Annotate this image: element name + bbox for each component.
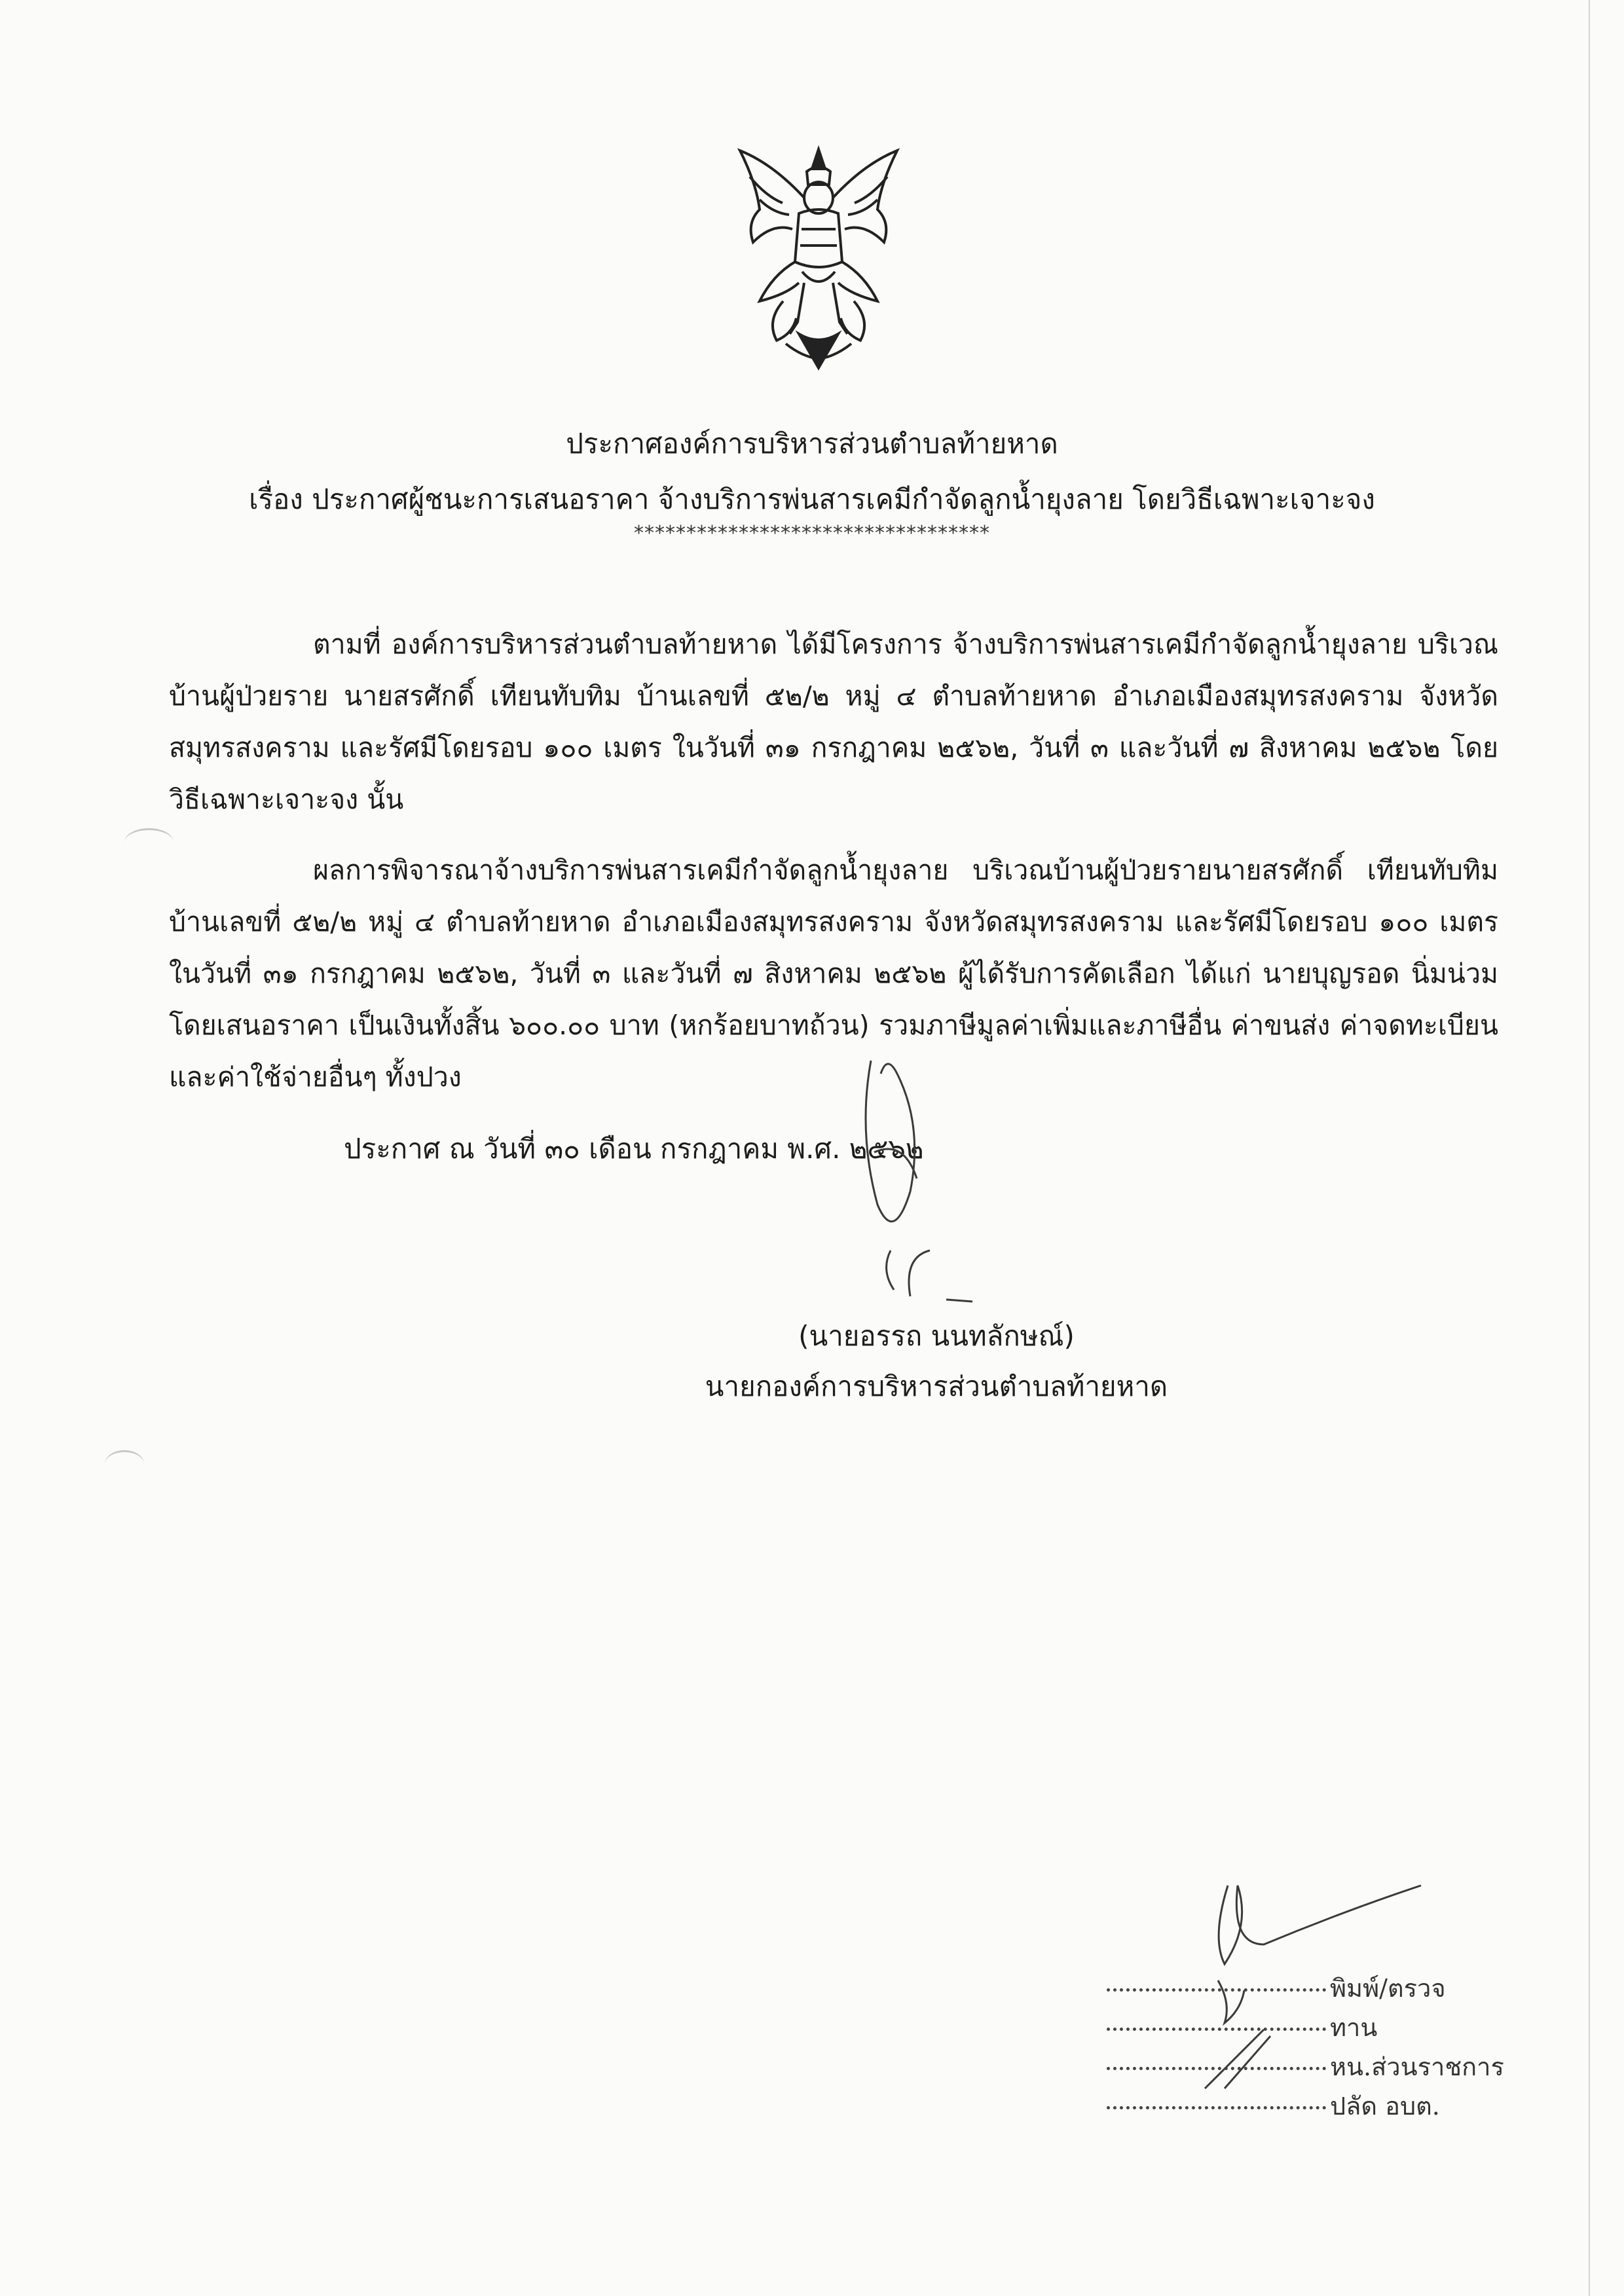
signature-dotted-line xyxy=(1107,2067,1326,2070)
routing-division-head xyxy=(1107,2047,1504,2086)
routing-chief-administrator xyxy=(1107,2086,1440,2126)
garuda-emblem-icon xyxy=(720,137,917,373)
routing-label: ทาน xyxy=(1330,2013,1378,2042)
body-paragraph-1 xyxy=(169,619,1498,826)
routing-reviewed xyxy=(1107,2007,1377,2047)
body-paragraph-2-text: ผลการพิจารณาจ้างบริการพ่นสารเคมีกำจัดลูกน้ำยุงลาย บริเวณบ้านผู้ป่วยรายนายสรศักดิ์ เทียนทับทิม บ้านเลขที่ ๕๒/๒ หมู่ ๔ ตำบลท้ายหาด อำเภอเมืองสมุทรสงคราม จังหวัดสมุทรสงคราม และรัศมีโดยรอบ ๑๐๐ เมตร ในวันที่ ๓๑ กรกฎาคม ๒๕๖๒, วันที่ ๓ และวันที่ ๗ สิงหาคม ๒๕๖๒ ผู้ได้รับการคัดเลือก ได้แก่ นายบุญรอด นิ่มน่วม โดยเสนอราคา เป็นเงินทั้งสิ้น ๖๐๐.๐๐ บาท (หกร้อยบาทถ้วน) รวมภาษีมูลค่าเพิ่มและภาษีอื่น ค่าขนส่ง ค่าจดทะเบียน และค่าใช้จ่ายอื่นๆ ทั้งปวง xyxy=(169,854,1498,1093)
signature-dotted-line xyxy=(1107,2028,1326,2031)
signatory-name: (นายอรรถ นนทลักษณ์) xyxy=(798,1320,1075,1352)
header-separator: ********************************** xyxy=(634,522,990,545)
routing-typed-checked xyxy=(1107,1968,1446,2008)
page-edge xyxy=(1589,0,1590,2296)
announcement-date: ประกาศ ณ วันที่ ๓๐ เดือน กรกฎาคม พ.ศ. ๒๕๖๒ xyxy=(344,1133,924,1165)
body-paragraph-1-text: ตามที่ องค์การบริหารส่วนตำบลท้ายหาด ได้มีโครงการ จ้างบริการพ่นสารเคมีกำจัดลูกน้ำยุงลาย บริเวณบ้านผู้ป่วยราย นายสรศักดิ์ เทียนทับทิม บ้านเลขที่ ๕๒/๒ หมู่ ๔ ตำบลท้ายหาด อำเภอเมืองสมุทรสงคราม จังหวัดสมุทรสงคราม และรัศมีโดยรอบ ๑๐๐ เมตร ในวันที่ ๓๑ กรกฎาคม ๒๕๖๒, วันที่ ๓ และวันที่ ๗ สิงหาคม ๒๕๖๒ โดยวิธีเฉพาะเจาะจง นั้น xyxy=(169,629,1498,815)
scan-mark xyxy=(124,828,174,856)
signature-dotted-line xyxy=(1107,2106,1326,2109)
routing-label: พิมพ์/ตรวจ xyxy=(1330,1974,1446,2003)
signature-dotted-line xyxy=(1107,1988,1326,1992)
signatory-position: นายกองค์การบริหารส่วนตำบลท้ายหาด xyxy=(705,1370,1168,1402)
scan-mark xyxy=(105,1450,144,1478)
announcement-title: ประกาศองค์การบริหารส่วนตำบลท้ายหาด xyxy=(566,428,1058,460)
routing-label: ปลัด อบต. xyxy=(1330,2092,1440,2121)
handwritten-signature xyxy=(832,1034,1002,1322)
routing-label: หน.ส่วนราชการ xyxy=(1330,2052,1504,2081)
announcement-subject: เรื่อง ประกาศผู้ชนะการเสนอราคา จ้างบริการพ่นสารเคมีกำจัดลูกน้ำยุงลาย โดยวิธีเฉพาะเจาะจง xyxy=(249,483,1375,515)
